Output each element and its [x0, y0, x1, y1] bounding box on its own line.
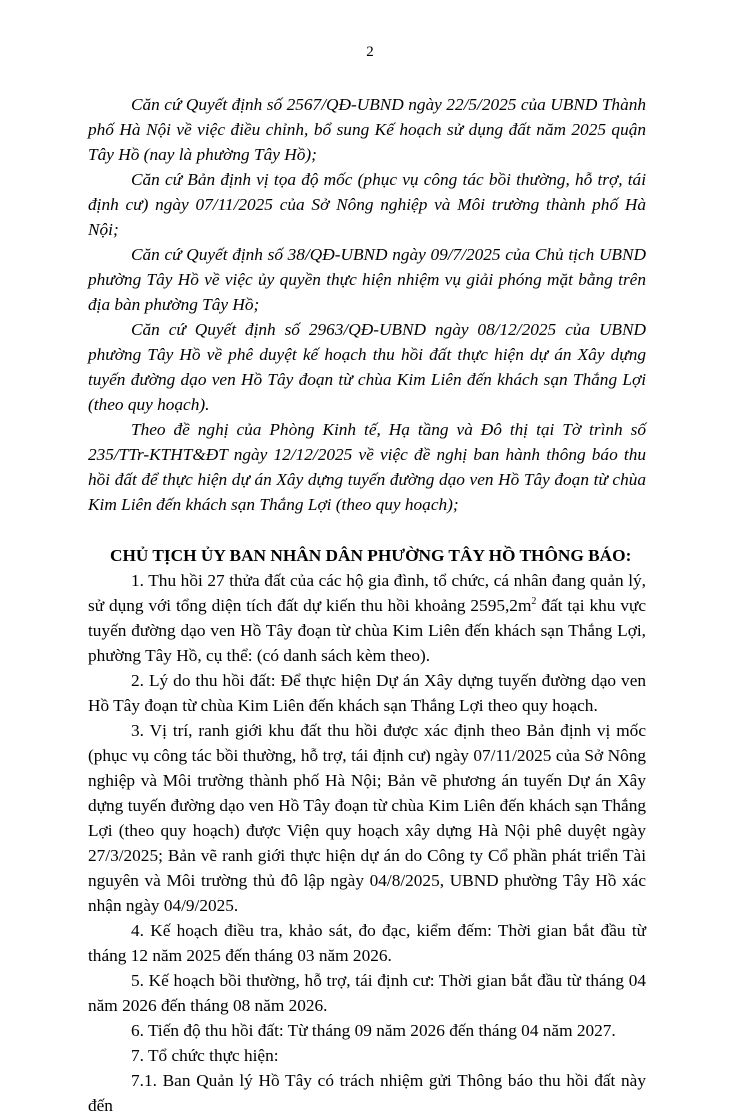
preamble-paragraph: Căn cứ Quyết định số 2567/QĐ-UBND ngày 22/5/2025 của UBND Thành phố Hà Nội về việc điều chỉnh, bổ sung Kế hoạch sử dụng đất năm 2025 quận Tây Hồ (nay là phường Tây Hồ); [88, 95, 646, 164]
item-1-text: 1. Thu hồi 27 thửa đất của các hộ gia đình, tổ chức, cá nhân đang quản lý, sử dụng với tổng diện tích đất dự kiến thu hồi khoảng 2595,2m [88, 571, 646, 615]
preamble-paragraph: Căn cứ Quyết định số 2963/QĐ-UBND ngày 08/12/2025 của UBND phường Tây Hồ về phê duyệt kế hoạch thu hồi đất thực hiện dự án Xây dựng tuyến đường dạo ven Hồ Tây đoạn từ chùa Kim Liên đến khách sạn Thắng Lợi (theo quy hoạch). [88, 320, 646, 414]
page-number: 2 [366, 44, 374, 60]
document-body [88, 92, 646, 1118]
preamble-paragraph: Căn cứ Quyết định số 38/QĐ-UBND ngày 09/7/2025 của Chủ tịch UBND phường Tây Hồ về việc ủy quyền thực hiện nhiệm vụ giải phóng mặt bằng trên địa bàn phường Tây Hồ; [88, 245, 646, 314]
announcement-item: 2. Lý do thu hồi đất: Để thực hiện Dự án Xây dựng tuyến đường dạo ven Hồ Tây đoạn từ chùa Kim Liên đến khách sạn Thắng Lợi theo quy hoạch. [88, 671, 646, 715]
announcement-item: 7. Tổ chức thực hiện: [131, 1046, 279, 1065]
preamble-paragraph: Theo đề nghị của Phòng Kinh tế, Hạ tầng và Đô thị tại Tờ trình số 235/TTr-KTHT&ĐT ngày 12/12/2025 về việc đề nghị ban hành thông báo thu hồi đất để thực hiện dự án Xây dựng tuyến đường dạo ven Hồ Tây đoạn từ chùa Kim Liên đến khách sạn Thắng Lợi (theo quy hoạch); [88, 420, 646, 514]
area-unit-superscript: 2 [531, 596, 537, 608]
announcement-heading: CHỦ TỊCH ỦY BAN NHÂN DÂN PHƯỜNG TÂY HỒ THÔNG BÁO: [110, 546, 632, 565]
item-1-text-continued: đất tại khu vực tuyến đường dạo ven Hồ Tây đoạn từ chùa Kim Liên đến khách sạn Thắng Lợi, phường Tây Hồ, cụ thể: (có danh sách kèm theo). [88, 596, 647, 665]
preamble-paragraph: Căn cứ Bản định vị tọa độ mốc (phục vụ công tác bồi thường, hỗ trợ, tái định cư) ngày 07/11/2025 của Sở Nông nghiệp và Môi trường thành phố Hà Nội; [88, 170, 646, 239]
announcement-item: 5. Kế hoạch bồi thường, hỗ trợ, tái định cư: Thời gian bắt đầu từ tháng 04 năm 2026 đến tháng 08 năm 2026. [88, 971, 646, 1015]
announcement-item-1 [88, 568, 646, 668]
announcement-item: 4. Kế hoạch điều tra, khảo sát, đo đạc, kiểm đếm: Thời gian bắt đầu từ tháng 12 năm 2025 đến tháng 03 năm 2026. [88, 921, 646, 965]
announcement-item: 3. Vị trí, ranh giới khu đất thu hồi được xác định theo Bản định vị mốc (phục vụ công tác bồi thường, hỗ trợ, tái định cư) ngày 07/11/2025 của Sở Nông nghiệp và Môi trường thành phố Hà Nội; Bản vẽ phương án tuyến Dự án Xây dựng tuyến đường dạo ven Hồ Tây đoạn từ chùa Kim Liên đến khách sạn Thắng Lợi (theo quy hoạch) được Viện quy hoạch xây dựng Hà Nội phê duyệt ngày 27/3/2025; Bản vẽ ranh giới thực hiện dự án do Công ty Cổ phần phát triển Tài nguyên và Môi trường thủ đô lập ngày 04/8/2025, UBND phường Tây Hồ xác nhận ngày 04/9/2025. [88, 721, 646, 915]
announcement-item: 6. Tiến độ thu hồi đất: Từ tháng 09 năm 2026 đến tháng 04 năm 2027. [131, 1021, 616, 1040]
announcement-item: 7.1. Ban Quản lý Hồ Tây có trách nhiệm gửi Thông báo thu hồi đất này đến [88, 1071, 646, 1115]
